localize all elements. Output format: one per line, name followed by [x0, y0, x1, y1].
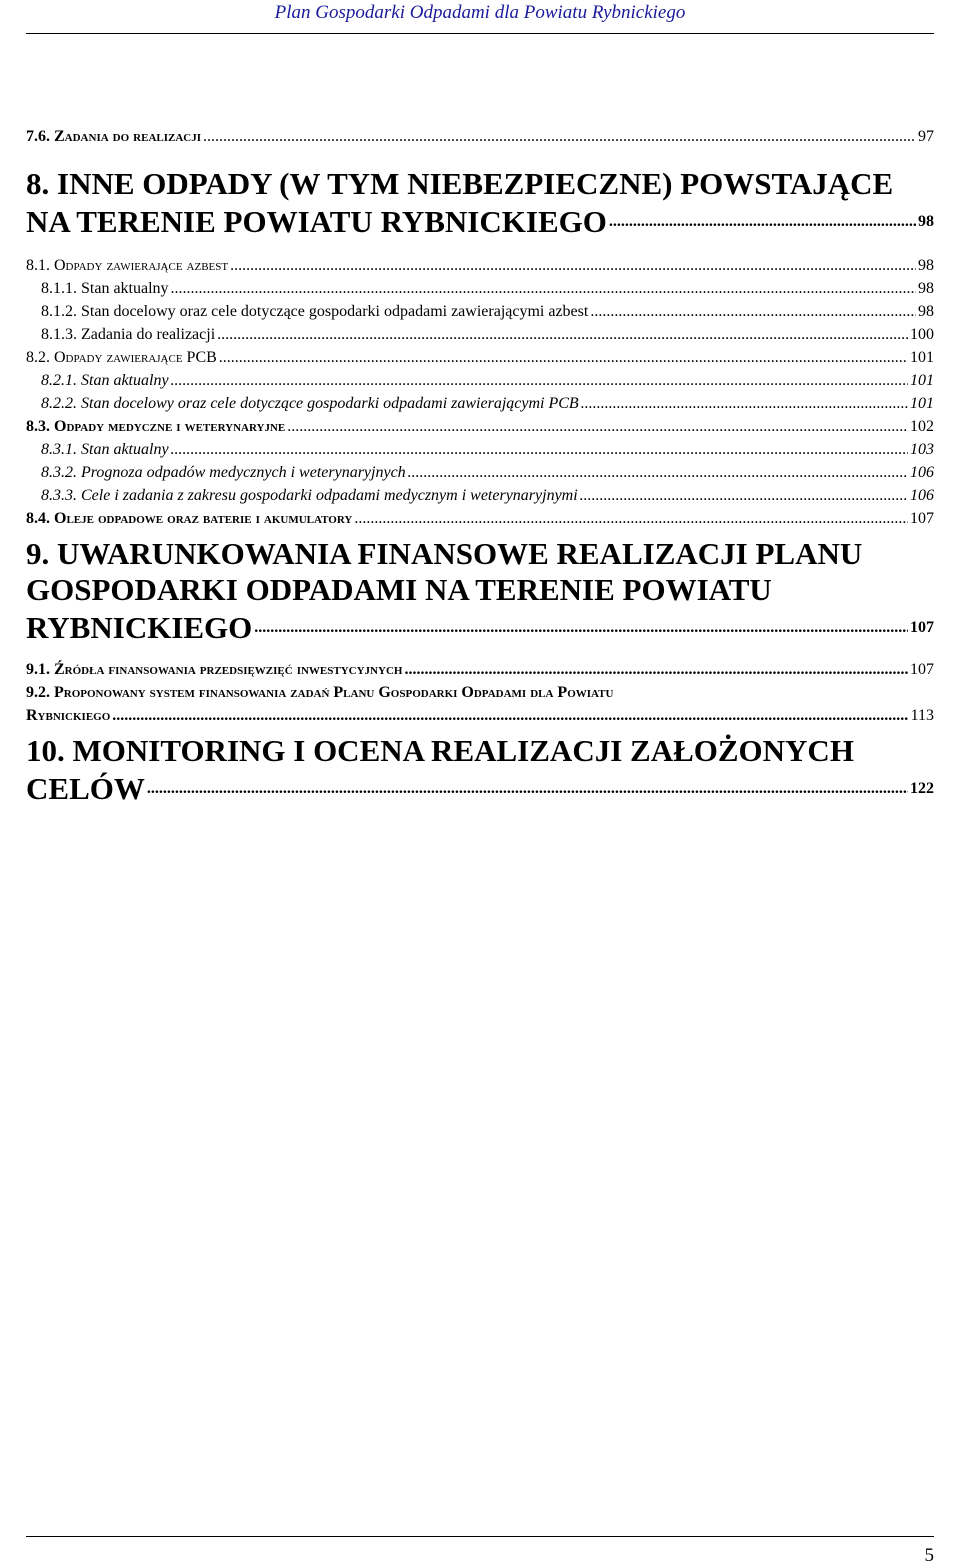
toc-page: 98	[918, 280, 934, 297]
toc-page: 97	[918, 128, 934, 145]
toc-entry-7-6[interactable]	[26, 125, 934, 148]
toc-title-line: 10. MONITORING I OCENA REALIZACJI ZAŁOŻONYCH	[26, 733, 854, 768]
toc-entry-8-2-1[interactable]	[26, 369, 934, 392]
toc-entry-8-1[interactable]	[26, 254, 934, 277]
toc-entry-8-2[interactable]	[26, 346, 934, 369]
toc-entry-8-1-2[interactable]	[26, 300, 934, 323]
toc-number: 8.3.	[26, 418, 50, 435]
toc-entry-8-3-3[interactable]	[26, 484, 934, 507]
toc-page: 98	[918, 257, 934, 274]
toc-title: 8.1.3. Zadania do realizacji	[41, 326, 216, 343]
toc-entry-10[interactable]	[26, 733, 934, 807]
toc-number: 7.6.	[26, 128, 50, 145]
toc-entry-8[interactable]	[26, 166, 934, 240]
toc-leader	[219, 346, 908, 369]
toc-number: 8.1.	[26, 257, 50, 274]
toc-title: Oleje odpadowe oraz baterie i akumulatory	[54, 510, 353, 527]
toc-title-line: 9. UWARUNKOWANIA FINANSOWE REALIZACJI PLANU	[26, 536, 863, 571]
toc-page: 101	[910, 395, 934, 412]
toc-leader	[404, 658, 908, 681]
toc-page: 100	[910, 326, 934, 343]
toc-number: 9.2.	[26, 684, 50, 701]
table-of-contents	[26, 125, 934, 807]
toc-leader	[609, 204, 916, 240]
toc-leader	[254, 610, 908, 646]
toc-title-line: NA TERENIE POWIATU RYBNICKIEGO	[26, 204, 607, 239]
toc-leader	[217, 323, 908, 346]
toc-title: 8.3.2. Prognoza odpadów medycznych i weterynaryjnych	[41, 464, 406, 481]
toc-entry-9-1[interactable]	[26, 658, 934, 681]
toc-leader	[112, 704, 908, 727]
toc-title: 8.1.2. Stan docelowy oraz cele dotyczące gospodarki odpadami zawierającymi azbest	[41, 303, 589, 320]
toc-leader	[590, 300, 916, 323]
toc-leader	[171, 438, 908, 461]
toc-entry-8-1-1[interactable]	[26, 277, 934, 300]
toc-title-line: GOSPODARKI ODPADAMI NA TERENIE POWIATU	[26, 572, 772, 607]
toc-title: Odpady zawierające azbest	[54, 257, 229, 274]
toc-leader	[171, 369, 908, 392]
toc-number: 8.2.	[26, 349, 50, 366]
header-divider	[26, 33, 934, 34]
toc-page: 106	[910, 464, 934, 481]
toc-title: 8.3.3. Cele i zadania z zakresu gospodarki odpadami medycznym i weterynaryjnymi	[41, 487, 578, 504]
toc-number: 8.4.	[26, 510, 50, 527]
toc-title: Źródła finansowania przedsięwzięć inwestycyjnych	[54, 661, 403, 678]
toc-title: 8.1.1. Stan aktualny	[41, 280, 169, 297]
footer-divider	[26, 1536, 934, 1537]
toc-title: 8.3.1. Stan aktualny	[41, 441, 169, 458]
toc-page: 101	[910, 349, 934, 366]
toc-page: 101	[910, 372, 934, 389]
toc-title: 8.2.2. Stan docelowy oraz cele dotyczące gospodarki odpadami zawierającymi PCB	[41, 395, 579, 412]
toc-page: 107	[910, 619, 934, 636]
toc-title-line: RYBNICKIEGO	[26, 610, 253, 645]
toc-page: 107	[910, 510, 934, 527]
toc-page: 107	[910, 661, 934, 678]
toc-page: 102	[910, 418, 934, 435]
page-number: 5	[924, 1545, 934, 1566]
toc-title: Zadania do realizacji	[54, 128, 202, 145]
toc-entry-8-3-1[interactable]	[26, 438, 934, 461]
toc-title: Odpady zawierające PCB	[54, 349, 217, 366]
toc-leader	[580, 484, 908, 507]
toc-leader	[147, 771, 908, 807]
toc-page: 106	[910, 487, 934, 504]
toc-title-line: 8. INNE ODPADY (W TYM NIEBEZPIECZNE) POWSTAJĄCE	[26, 166, 894, 201]
toc-page: 122	[910, 780, 934, 797]
toc-entry-9[interactable]	[26, 536, 934, 646]
document-header: Plan Gospodarki Odpadami dla Powiatu Rybnickiego	[274, 2, 686, 23]
toc-leader	[171, 277, 916, 300]
toc-leader	[203, 125, 916, 148]
toc-entry-8-3[interactable]	[26, 415, 934, 438]
toc-title: 8.2.1. Stan aktualny	[41, 372, 169, 389]
toc-page: 98	[918, 213, 934, 230]
toc-page: 98	[918, 303, 934, 320]
toc-title-line: Proponowany system finansowania zadań Planu Gospodarki Odpadami dla Powiatu	[54, 684, 614, 701]
toc-title-line: CELÓW	[26, 771, 145, 806]
toc-leader	[581, 392, 908, 415]
toc-leader	[230, 254, 916, 277]
toc-title: Odpady medyczne i weterynaryjne	[54, 418, 286, 435]
toc-page: 113	[910, 707, 934, 724]
toc-entry-8-4[interactable]	[26, 507, 934, 530]
toc-entry-9-2[interactable]	[26, 681, 934, 727]
toc-entry-8-3-2[interactable]	[26, 461, 934, 484]
toc-number: 9.1.	[26, 661, 50, 678]
toc-entry-8-1-3[interactable]	[26, 323, 934, 346]
toc-page: 103	[910, 441, 934, 458]
toc-leader	[287, 415, 908, 438]
toc-leader	[408, 461, 908, 484]
toc-title-line: Rybnickiego	[26, 707, 111, 724]
toc-leader	[354, 507, 908, 530]
toc-entry-8-2-2[interactable]	[26, 392, 934, 415]
